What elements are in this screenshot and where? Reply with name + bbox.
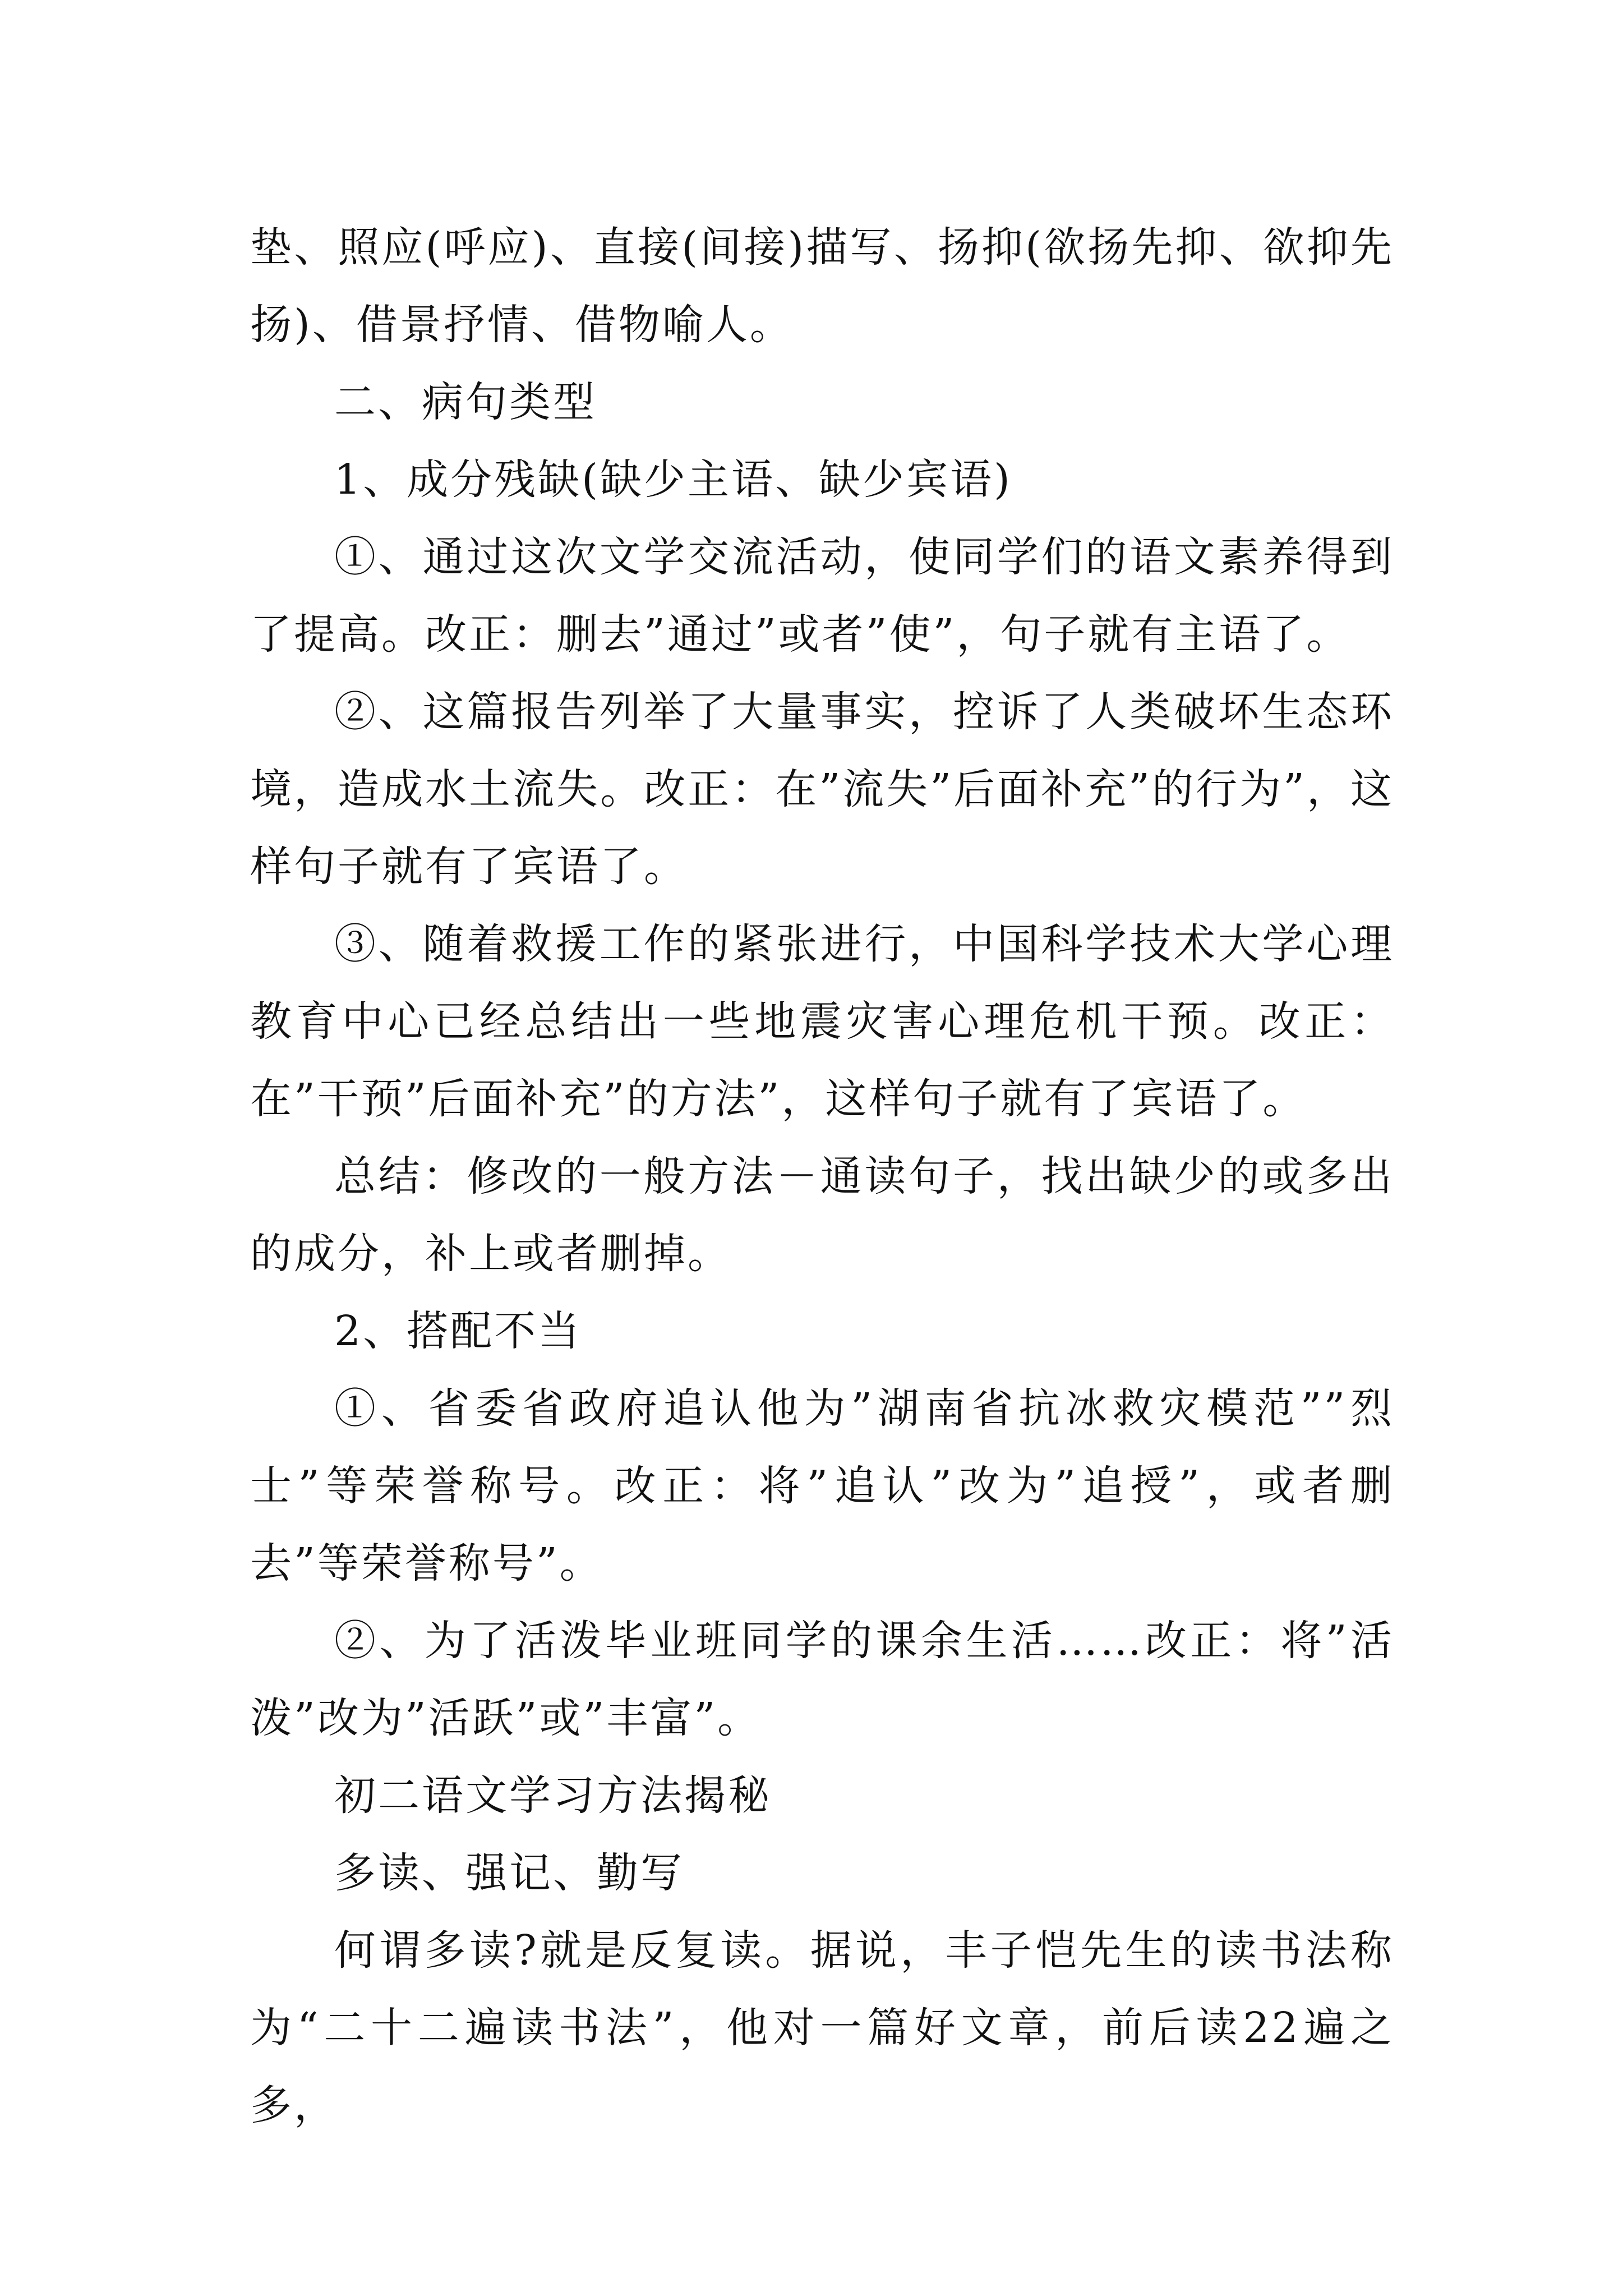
subtitle-read-memorize-write: 多读、强记、勤写: [334, 1849, 684, 1897]
example-1-missing-subject: ①、通过这次文学交流活动，使同学们的语文素养得到了提高。改正：删去”通过”或者”使”，句子就有主语了。: [250, 533, 1394, 659]
paragraph-repeated-reading: 何谓多读?就是反复读。据说，丰子恺先生的读书法称为“二十二遍读书法”，他对一篇好文章，前后读22遍之多，: [250, 1926, 1394, 2129]
summary-paragraph: 总结：修改的一般方法－通读句子，找出缺少的或多出的成分，补上或者删掉。: [250, 1152, 1394, 1278]
heading-sentence-error-types: 二、病句类型: [334, 378, 597, 426]
section-title-study-methods: 初二语文学习方法揭秘: [334, 1772, 772, 1820]
document-body: [250, 209, 1394, 2144]
example-2-collocation: ②、为了活泼毕业班同学的课余生活……改正：将”活泼”改为”活跃”或”丰富”。: [250, 1617, 1394, 1742]
example-1-collocation: ①、省委省政府追认他为”湖南省抗冰救灾模范””烈士”等荣誉称号。改正：将”追认”改为”追授”，或者删去”等荣誉称号”。: [250, 1384, 1394, 1588]
paragraph-literary-techniques: 垫、照应(呼应)、直接(间接)描写、扬抑(欲扬先抑、欲抑先扬)、借景抒情、借物喻人。: [250, 223, 1394, 349]
example-2-missing-object: ②、这篇报告列举了大量事实，控诉了人类破坏生态环境，造成水土流失。改正：在”流失”后面补充”的行为”，这样句子就有了宾语了。: [250, 688, 1394, 891]
subheading-missing-components: 1、成分残缺(缺少主语、缺少宾语): [334, 455, 1012, 504]
example-3-missing-object: ③、随着救援工作的紧张进行，中国科学技术大学心理教育中心已经总结出一些地震灾害心理危机干预。改正：在”干预”后面补充”的方法”，这样句子就有了宾语了。: [250, 920, 1394, 1123]
subheading-improper-collocation: 2、搭配不当: [334, 1307, 582, 1355]
